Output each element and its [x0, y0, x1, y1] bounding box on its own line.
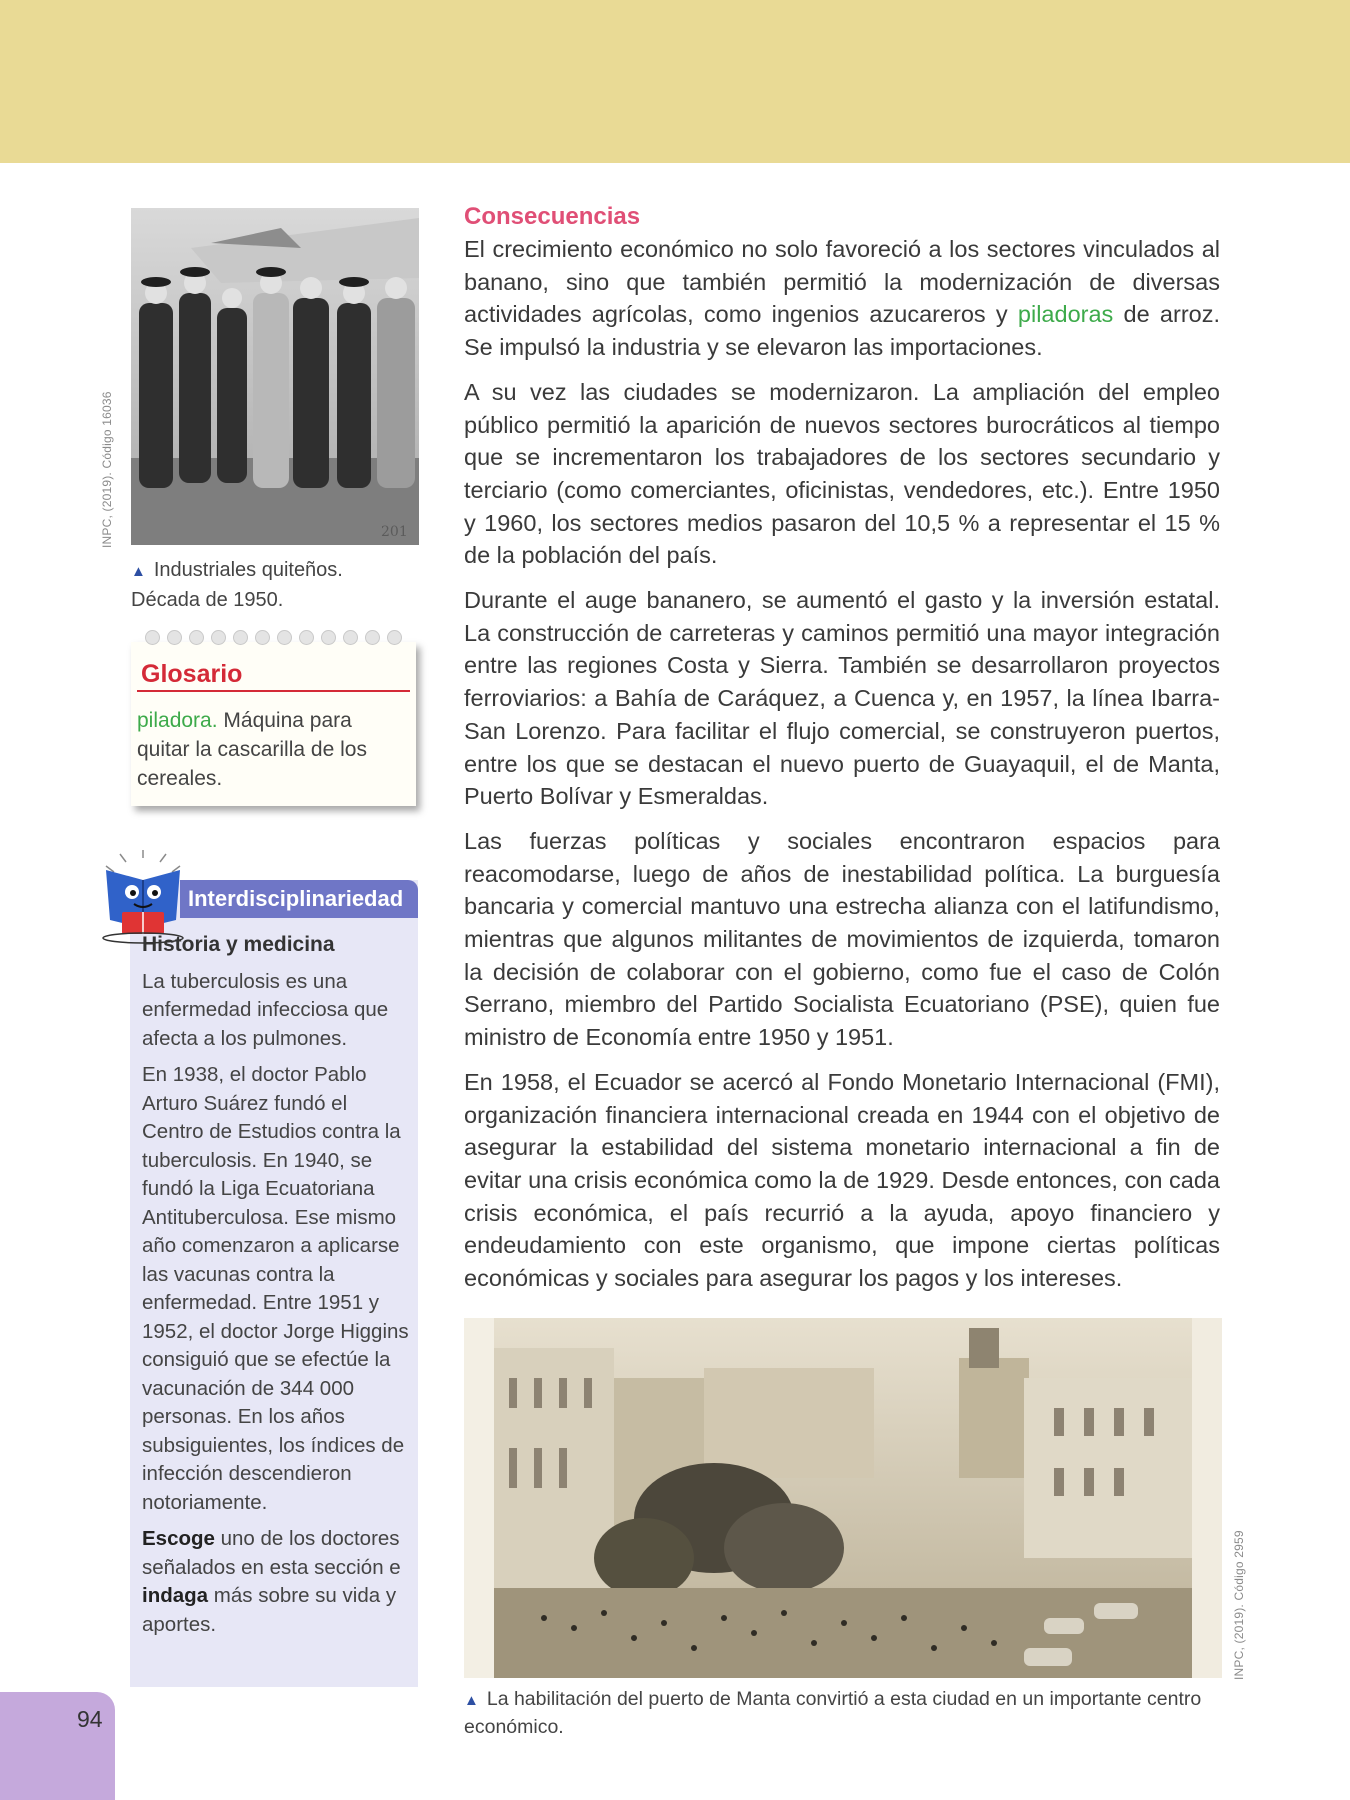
glossary-box [131, 642, 416, 806]
main-text [464, 203, 1220, 1307]
interdisciplinary-subtitle: Historia y medicina [142, 933, 335, 956]
triangle-icon: ▲ [464, 1692, 479, 1709]
paragraph-4: Las fuerzas políticas y sociales encontraron espacios para reacomodarse, luego de años de inestabilidad política. La burguesía bancaria y comercial mantuvo una estrecha alianza con el latifundismo, mientras que algunos militantes de movimientos de izquierda, tomaron la decisión de colaborar con el gobierno, como fue el caso de Colón Serrano, miembro del Partido Socialista Ecuatoriano (PSE), quien fue ministro de Economía entre 1950 y 1951. [464, 827, 1220, 1051]
glossary-definition: piladora. Máquina para quitar la cascarilla de los cereales. [137, 709, 367, 790]
paragraph-1: El crecimiento económico no solo favoreció a los sectores vinculados al banano, sino que también permitió la modernización de diversas actividades agrícolas, como ingenios azucareros y piladoras de arroz. Se impulsó la industria y se elevaron las importaciones. [464, 236, 1220, 361]
manta-port-photo [464, 1318, 1222, 1678]
glossary-term-link: piladoras [1017, 301, 1114, 328]
paragraph-3: Durante el auge bananero, se aumentó el gasto y la inversión estatal. La construcción de carreteras y caminos permitió una mayor integración entre las regiones Costa y Sierra. También se desarrollaron proyectos ferroviarios: a Bahía de Caráquez, a Cuenca y, en 1957, la línea Ibarra-San Lorenzo. Para facilitar el flujo comercial, se construyeron puertos, entre los que se destacan el nuevo puerto de Guayaquil, el de Manta, Puerto Bolívar y Esmeraldas. [464, 587, 1220, 810]
header-band [0, 0, 1350, 163]
manta-caption: ▲ La habilitación del puerto de Manta convirtió a esta ciudad en un importante centro económico. [464, 1688, 1202, 1738]
interdisciplinary-banner: Interdisciplinariedad [180, 880, 418, 918]
tuberculosis-history: En 1938, el doctor Pablo Arturo Suárez fundó el Centro de Estudios contra la tuberculosis. En 1940, se fundó la Liga Ecuatoriana Antituberculosa. Ese mismo año comenzaron a aplicarse las vacunas contra la enfermedad. Entre 1951 y 1952, el doctor Jorge Higgins consiguió que se efectúe la vacunación de 344 000 personas. En los años subsiguientes, los índices de infección descendieron notoriamente. [142, 1063, 409, 1514]
page-number: 94 [77, 1706, 103, 1732]
glossary-title: Glosario [141, 660, 243, 688]
triangle-icon: ▲ [131, 563, 146, 580]
glossary-divider [137, 690, 410, 692]
notebook-rings [131, 630, 416, 650]
svg-text:201: 201 [381, 524, 408, 540]
interdisciplinary-content [142, 931, 410, 1647]
section-heading: Consecuencias [464, 203, 641, 230]
tuberculosis-intro: La tuberculosis es una enfermedad infecciosa que afecta a los pulmones. [142, 969, 389, 1050]
paragraph-5: En 1958, el Ecuador se acercó al Fondo Monetario Internacional (FMI), organización financiera internacional creada en 1944 con el objetivo de asegurar la estabilidad del sistema monetario internacional a fin de evitar una crisis económica como la de 1929. Desde entonces, con cada crisis económica, el país recurrió a la ayuda, apoyo financiero y endeudamiento con este organismo, que impone ciertas políticas económicas y sociales para asegurar los pagos y los intereses. [464, 1068, 1220, 1292]
industrialists-caption: ▲ Industriales quiteños. Década de 1950. [131, 559, 343, 611]
photo-credit-industrialists: INPC, (2019). Código 16036 [100, 391, 114, 548]
industrialists-photo [131, 208, 419, 545]
photo-credit-manta: INPC, (2019). Código 2959 [1232, 1530, 1246, 1680]
paragraph-2: A su vez las ciudades se modernizaron. La ampliación del empleo público permitió la aparición de nuevos sectores burocráticos al tiempo que se incrementaron los trabajadores de los sectores secundario y terciario (como comerciantes, oficinistas, vendedores, etc.). Entre 1950 y 1960, los sectores medios pasaron del 10,5 % a representar el 15 % de la población del país. [464, 378, 1220, 569]
book-mascot-icon [96, 850, 190, 944]
activity-instructions: Escoge uno de los doctores señalados en esta sección e indaga más sobre su vida y aportes. [142, 1527, 401, 1636]
